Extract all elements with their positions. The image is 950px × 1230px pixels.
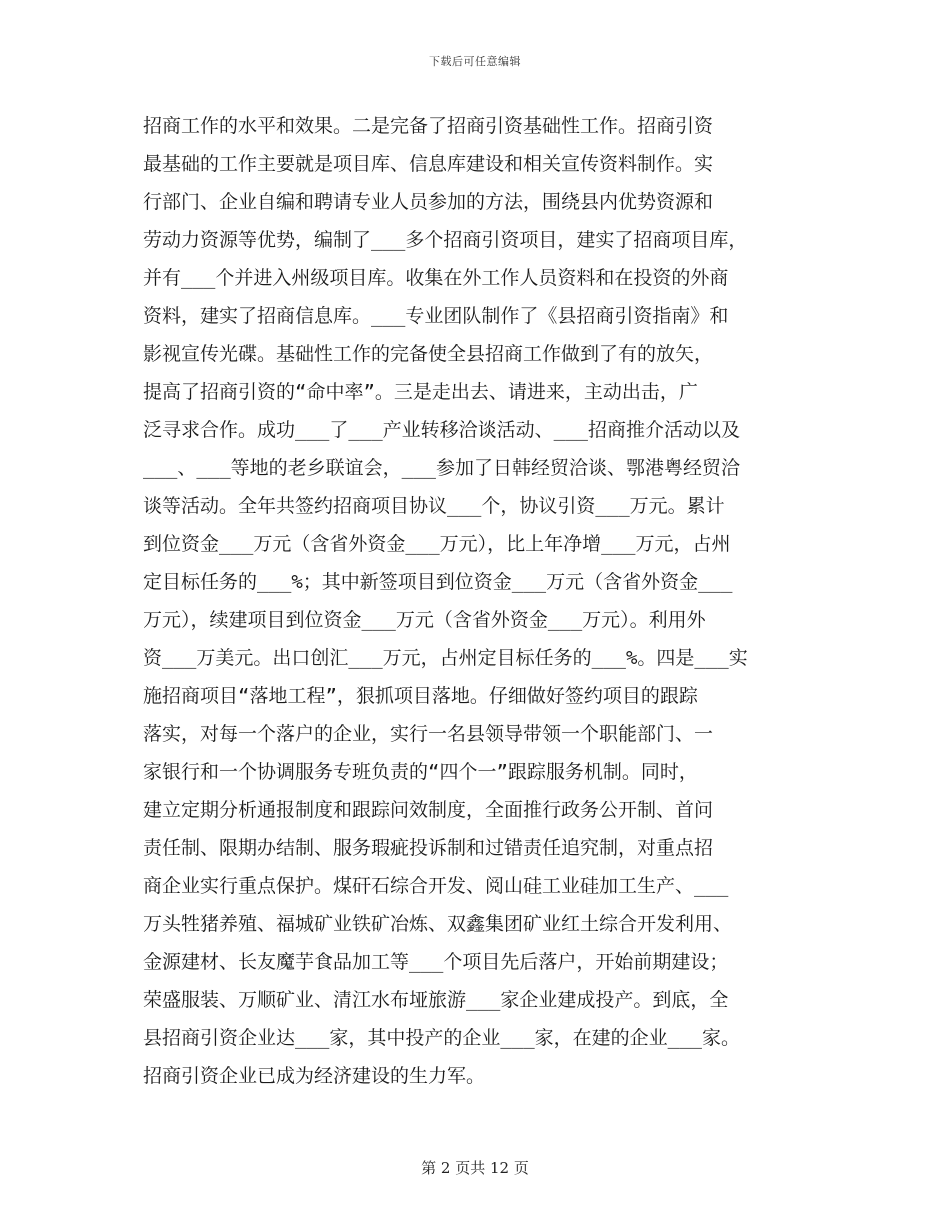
text-line: 资___万美元。出口创汇___万元，占州定目标任务的___%。四是___实 [143,647,748,669]
text-line: 荣盛服装、万顺矿业、清江水布垭旅游___家企业建成投产。到底，全 [143,989,729,1011]
page-number: 第 2 页共 12 页 [421,1159,529,1177]
text-line: 提高了招商引资的“命中率”。三是走出去、请进来，主动出击，广 [143,381,698,403]
text-line: 劳动力资源等优势，编制了___多个招商引资项目，建实了招商项目库， [143,229,748,251]
text-line: 万头牲猪养殖、福城矿业铁矿冶炼、双鑫集团矿业红土综合开发利用、 [143,913,733,935]
text-line: 商企业实行重点保护。煤矸石综合开发、阅山硅工业硅加工生产、___ [143,875,729,897]
text-line: 资料，建实了招商信息库。___专业团队制作了《县招商引资指南》和 [143,305,729,327]
text-line: 到位资金___万元（含省外资金___万元），比上年净增___万元，占州 [143,533,731,555]
text-line: 影视宣传光碟。基础性工作的完备使全县招商工作做到了有的放矢， [143,343,714,365]
text-line: 建立定期分析通报制度和跟踪问效制度，全面推行政务公开制、首问 [143,799,714,821]
page-header: 下载后可任意编辑 [429,55,521,68]
text-line: 责任制、限期办结制、服务瑕疵投诉制和过错责任追究制，对重点招 [143,837,714,859]
text-line: 施招商项目“落地工程”，狠抓项目落地。仔细做好签约项目的跟踪 [143,685,698,707]
text-line: 最基础的工作主要就是项目库、信息库建设和相关宣传资料制作。实 [143,153,714,175]
text-line: 家银行和一个协调服务专班负责的“四个一”跟踪服务机制。同时， [143,761,698,783]
text-line: 行部门、企业自编和聘请专业人员参加的方法，围绕县内优势资源和 [143,191,714,213]
text-line: 泛寻求合作。成功___了___产业转移洽谈活动、___招商推介活动以及 [143,419,740,441]
text-line: ___、___等地的老乡联谊会，___参加了日韩经贸洽谈、鄂港粤经贸洽 [143,457,740,479]
text-line: 招商引资企业已成为经济建设的生力军。 [143,1065,486,1087]
text-line: 谈等活动。全年共签约招商项目协议___个，协议引资___万元。累计 [143,495,725,517]
text-line: 落实，对每一个落户的企业，实行一名县领导带领一个职能部门、一 [143,723,714,745]
text-line: 金源建材、长友魔芋食品加工等___个项目先后落户，开始前期建设； [143,951,729,973]
text-line: 万元），续建项目到位资金___万元（含省外资金___万元）。利用外 [143,609,706,631]
text-line: 并有___个并进入州级项目库。收集在外工作人员资料和在投资的外商 [143,267,729,289]
text-line: 定目标任务的___%；其中新签项目到位资金___万元（含省外资金___ [143,571,733,593]
text-line: 招商工作的水平和效果。二是完备了招商引资基础性工作。招商引资 [143,115,714,137]
text-line: 县招商引资企业达___家，其中投产的企业___家，在建的企业___家。 [143,1027,740,1049]
